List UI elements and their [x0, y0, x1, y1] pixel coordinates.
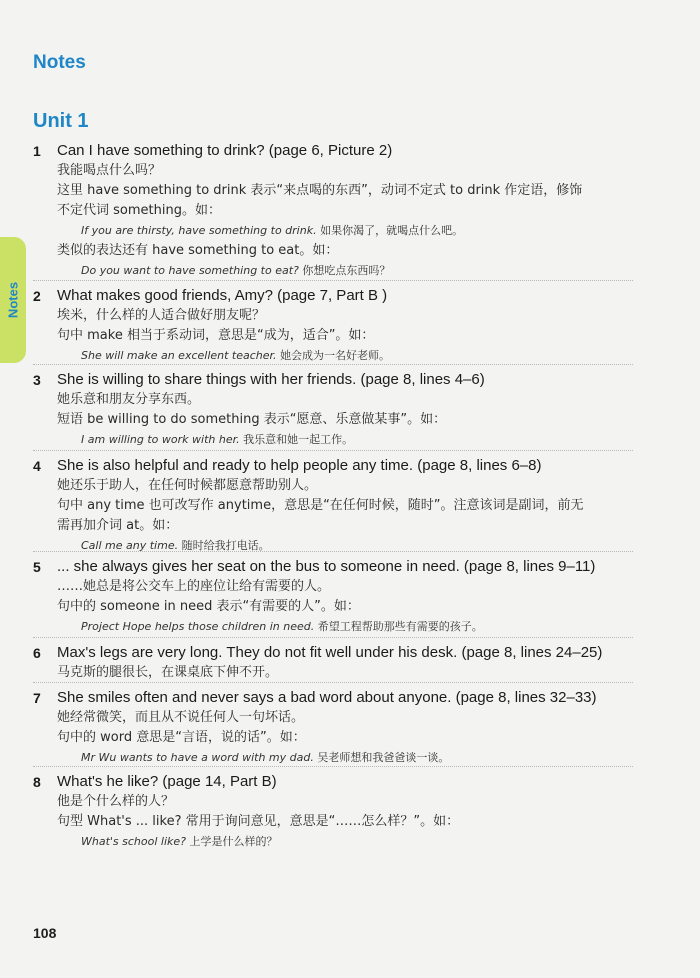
example-english: If you are thirsty, have something to drink. [81, 224, 317, 237]
note-heading [33, 688, 648, 708]
example-english: Call me any time. [81, 539, 179, 552]
note-number: 7 [33, 690, 41, 706]
divider [33, 766, 633, 767]
example-english: I am willing to work with her. [81, 433, 240, 446]
note-heading [33, 772, 648, 792]
note-heading [33, 643, 648, 663]
divider [33, 637, 633, 638]
unit-title: Unit 1 [33, 110, 89, 132]
example-sentence [33, 261, 648, 281]
example-english: She will make an excellent teacher. [81, 349, 277, 362]
note-heading-text: Max's legs are very long. They do not fit well under his desk. (page 8, lines 24–25) [57, 644, 603, 661]
note-item [33, 370, 648, 450]
note-item [33, 456, 648, 556]
example-english: What's school like? [81, 835, 187, 848]
note-heading [33, 557, 648, 577]
explanation-text: ……她总是将公交车上的座位让给有需要的人。 [57, 579, 331, 594]
explanation-text: 马克斯的腿很长，在课桌底下伸不开。 [57, 665, 279, 680]
note-heading [33, 141, 648, 161]
example-sentence [33, 832, 648, 852]
note-heading [33, 370, 648, 390]
explanation-text: 这里 have something to drink 表示“来点喝的东西”，动词不定式 to drink 作定语，修饰 [57, 183, 583, 198]
note-heading-text: She is willing to share things with her friends. (page 8, lines 4–6) [57, 371, 485, 388]
note-heading-text: She smiles often and never says a bad word about anyone. (page 8, lines 32–33) [57, 689, 597, 706]
explanation-text: 句中 make 相当于系动词，意思是“成为，适合”。如： [57, 328, 375, 343]
explanation-text: 不定代词 something。如： [57, 203, 221, 218]
example-english: Do you want to have something to eat? [81, 264, 299, 277]
note-number: 4 [33, 458, 41, 474]
note-number: 8 [33, 774, 41, 790]
notes-title: Notes [33, 52, 86, 73]
divider [33, 682, 633, 683]
divider [33, 364, 633, 365]
explanation-text: 我能喝点什么吗？ [57, 163, 162, 178]
example-chinese: 随时给我打电话。 [181, 539, 270, 552]
example-sentence [33, 346, 648, 366]
note-item [33, 286, 648, 366]
example-english: Project Hope helps those children in need. [81, 620, 315, 633]
note-heading-text: She is also helpful and ready to help people any time. (page 8, lines 6–8) [57, 457, 542, 474]
explanation-text: 句型 What's ... like? 常用于询问意见，意思是“……怎么样？”。如： [57, 814, 460, 829]
side-tab [0, 237, 26, 363]
explanation-text: 她乐意和朋友分享东西。 [57, 392, 201, 407]
note-number: 2 [33, 288, 41, 304]
example-chinese: 你想吃点东西吗？ [302, 264, 391, 277]
example-sentence [33, 221, 648, 241]
divider [33, 280, 633, 281]
example-chinese: 如果你渴了，就喝点什么吧。 [320, 224, 464, 237]
example-chinese: 希望工程帮助那些有需要的孩子。 [317, 620, 483, 633]
example-chinese: 我乐意和她一起工作。 [243, 433, 354, 446]
note-heading-text: Can I have something to drink? (page 6, Picture 2) [57, 142, 393, 159]
side-tab-label: Notes [5, 281, 21, 319]
note-item [33, 141, 648, 281]
note-number: 5 [33, 559, 41, 575]
divider [33, 450, 633, 451]
explanation-text: 她经常微笑，而且从不说任何人一句坏话。 [57, 710, 305, 725]
explanation-text: 类似的表达还有 have something to eat。如： [57, 243, 339, 258]
example-english: Mr Wu wants to have a word with my dad. [81, 751, 314, 764]
note-heading-text: What makes good friends, Amy? (page 7, Part B ) [57, 287, 388, 304]
example-chinese: 上学是什么样的？ [189, 835, 278, 848]
note-number: 1 [33, 143, 41, 159]
explanation-text: 埃米，什么样的人适合做好朋友呢？ [57, 308, 266, 323]
example-sentence [33, 536, 648, 556]
note-heading [33, 456, 648, 476]
note-heading [33, 286, 648, 306]
divider [33, 551, 633, 552]
note-number: 3 [33, 372, 41, 388]
note-heading-text: What's he like? (page 14, Part B) [57, 773, 277, 790]
note-number: 6 [33, 645, 41, 661]
explanation-text: 句中的 someone in need 表示“有需要的人”。如： [57, 599, 360, 614]
note-item [33, 643, 648, 683]
example-sentence [33, 617, 648, 637]
explanation-text: 句中 any time 也可改写作 anytime，意思是“在任何时候，随时”。注意该词是副词，前无 [57, 498, 584, 513]
example-chinese: 她会成为一名好老师。 [280, 349, 391, 362]
explanation-text: 他是个什么样的人？ [57, 794, 175, 809]
note-item [33, 772, 648, 852]
note-item [33, 688, 648, 768]
explanation-text: 短语 be willing to do something 表示“愿意、乐意做某事”。如： [57, 412, 447, 427]
note-item [33, 557, 648, 637]
explanation-text: 需再加介词 at。如： [57, 518, 179, 533]
explanation-text: 句中的 word 意思是“言语，说的话”。如： [57, 730, 306, 745]
example-sentence [33, 748, 648, 768]
example-chinese: 吴老师想和我爸爸谈一谈。 [317, 751, 450, 764]
page-number: 108 [33, 925, 57, 941]
explanation-text: 她还乐于助人，在任何时候都愿意帮助别人。 [57, 478, 318, 493]
note-heading-text: ... she always gives her seat on the bus to someone in need. (page 8, lines 9–11) [57, 558, 596, 575]
example-sentence [33, 430, 648, 450]
